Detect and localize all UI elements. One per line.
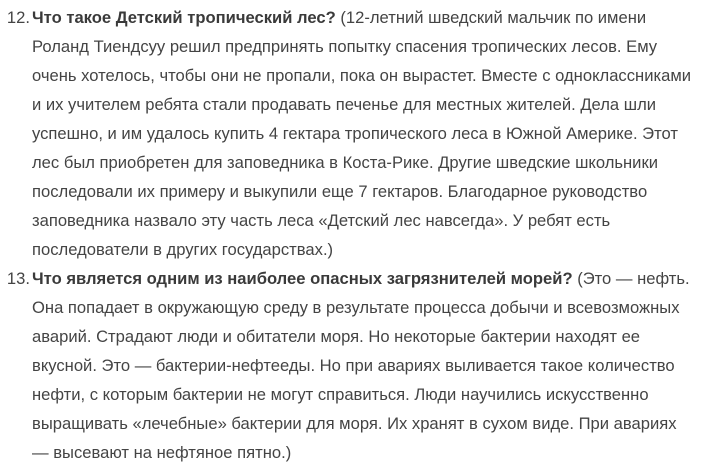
item-number: 13. [6, 269, 30, 288]
question-text: Что такое Детский тропический лес? [32, 8, 336, 27]
question-text: Что является одним из наиболее опасных загрязнителей морей? [32, 269, 573, 288]
list-item [0, 264, 702, 467]
answer-text: (12-летний шведский мальчик по имени Роланд Тиендсуу решил предпринять попытку спасения тропических лесов. Ему очень хотелось, чтобы они не пропали, пока он вырастет. Вместе с одноклассниками и их учителем ребята стали продавать печенье для местных жителей. Дела шли успешно, и им удалось купить 4 гектара тропического леса в Южной Америке. Этот лес был приобретен для заповедника в Коста-Рике. Другие шведские школьники последовали их примеру и выкупили еще 7 гектаров. Благодарное руководство заповедника назвало эту часть леса «Детский лес навсегда». У ребят есть последователи в других государствах.) [32, 8, 691, 259]
answer-text: (Это — нефть. Она попадает в окружающую среду в результате процесса добычи и всевозможных аварий. Страдают люди и обитатели моря. Но некоторые бактерии находят ее вкусной. Это — бактерии-нефтееды. Но при авариях выливается такое количество нефти, с которым бактерии не могут справиться. Люди научились искусственно выращивать «лечебные» бактерии для моря. Их хранят в сухом виде. При авариях — высевают на нефтяное пятно.) [32, 269, 690, 462]
list-item [0, 3, 702, 264]
item-number: 12. [6, 8, 30, 27]
quiz-list [0, 3, 702, 467]
